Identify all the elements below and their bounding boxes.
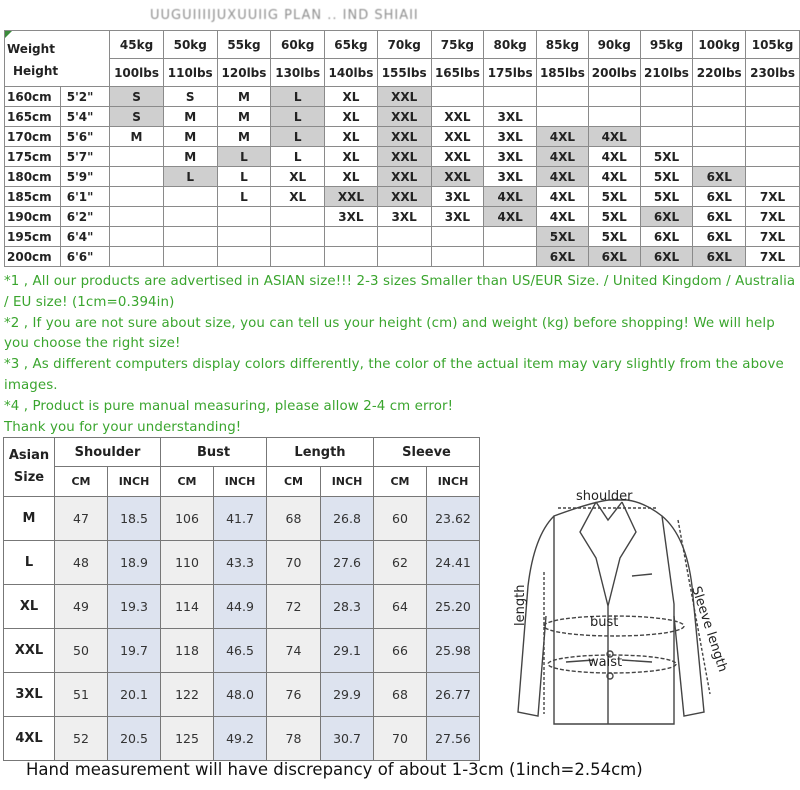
meas-cm-cell: 78 <box>267 717 321 761</box>
size-cell: XL <box>325 127 378 147</box>
size-cell <box>588 107 640 127</box>
weight-kg-header: 55kg <box>217 31 271 59</box>
size-cell <box>693 147 746 167</box>
size-cell: 3XL <box>325 207 378 227</box>
unit-cm-header: CM <box>161 467 214 497</box>
size-cell: 6XL <box>693 227 746 247</box>
size-cell <box>325 247 378 267</box>
size-chart-table <box>4 30 800 267</box>
measure-group-header: Length <box>267 438 374 467</box>
size-cell: XXL <box>431 167 484 187</box>
note-2: *2 , If you are not sure about size, you can tell us your height (cm) and weight (kg) before shopping! We will help you choose the right size! <box>4 315 775 352</box>
size-cell: 5XL <box>588 227 640 247</box>
size-cell: 5XL <box>640 147 693 167</box>
corner-triangle-icon <box>5 31 12 38</box>
jacket-diagram-svg <box>492 476 746 756</box>
shoulder-label: shoulder <box>576 489 633 504</box>
meas-cm-cell: 49 <box>55 585 108 629</box>
size-cell: S <box>163 87 217 107</box>
note-1: *1 , All our products are advertised in ASIAN size!!! 2-3 sizes Smaller than US/EUR Size. / United Kingdom / Australia / EU size! (1cm=0.394in) <box>4 274 796 310</box>
size-cell: L <box>163 167 217 187</box>
jacket-measure-diagram <box>492 476 746 756</box>
size-cell: 3XL <box>377 207 431 227</box>
meas-cm-cell: 51 <box>55 673 108 717</box>
weight-lbs-header: 175lbs <box>484 59 537 87</box>
size-cell: 6XL <box>640 227 693 247</box>
meas-cm-cell: 68 <box>374 673 427 717</box>
size-cell <box>431 247 484 267</box>
height-cm-cell: 190cm <box>5 207 61 227</box>
size-cell: L <box>271 147 325 167</box>
meas-cm-cell: 50 <box>55 629 108 673</box>
size-cell <box>431 227 484 247</box>
bust-label: bust <box>590 615 619 630</box>
meas-inch-cell: 27.56 <box>427 717 480 761</box>
meas-inch-cell: 25.20 <box>427 585 480 629</box>
weight-kg-header: 95kg <box>640 31 693 59</box>
size-cell: XL <box>325 107 378 127</box>
meas-size-cell: XL <box>4 585 55 629</box>
size-cell <box>693 107 746 127</box>
size-cell: 6XL <box>693 187 746 207</box>
height-inch-cell: 6'4" <box>60 227 109 247</box>
size-cell: 4XL <box>537 207 589 227</box>
size-cell: 6XL <box>588 247 640 267</box>
weight-kg-header: 45kg <box>110 31 164 59</box>
size-cell: M <box>163 107 217 127</box>
weight-lbs-header: 220lbs <box>693 59 746 87</box>
measure-group-header: Bust <box>161 438 267 467</box>
size-cell: 4XL <box>588 167 640 187</box>
meas-row <box>4 541 480 585</box>
size-cell: 7XL <box>746 247 800 267</box>
weight-kg-header: 70kg <box>377 31 431 59</box>
weight-lbs-header: 140lbs <box>325 59 378 87</box>
meas-cm-cell: 106 <box>161 497 214 541</box>
size-cell: 4XL <box>537 167 589 187</box>
right-pocket <box>622 660 652 662</box>
meas-inch-cell: 41.7 <box>214 497 267 541</box>
length-label: length <box>513 584 528 626</box>
size-cell: L <box>217 147 271 167</box>
weight-lbs-header: 200lbs <box>588 59 640 87</box>
chart-row <box>5 87 800 107</box>
measure-group-header: Sleeve <box>374 438 480 467</box>
unit-cm-header: CM <box>267 467 321 497</box>
size-cell <box>110 187 164 207</box>
asian-size-header: Asian Size <box>4 438 55 497</box>
meas-size-cell: M <box>4 497 55 541</box>
chart-row <box>5 147 800 167</box>
meas-inch-cell: 20.5 <box>108 717 161 761</box>
weight-kg-header: 105kg <box>746 31 800 59</box>
height-inch-cell: 5'2" <box>60 87 109 107</box>
size-cell: 3XL <box>431 187 484 207</box>
height-inch-cell: 6'6" <box>60 247 109 267</box>
size-cell <box>271 207 325 227</box>
size-cell: M <box>110 127 164 147</box>
size-cell <box>271 227 325 247</box>
jacket-body-outline <box>554 500 674 724</box>
weight-lbs-header: 110lbs <box>163 59 217 87</box>
meas-cm-cell: 114 <box>161 585 214 629</box>
meas-cm-cell: 72 <box>267 585 321 629</box>
size-cell: 6XL <box>693 207 746 227</box>
meas-inch-cell: 27.6 <box>321 541 374 585</box>
unit-inch-header: INCH <box>108 467 161 497</box>
size-cell: S <box>110 87 164 107</box>
size-cell: XXL <box>431 127 484 147</box>
size-cell: S <box>110 107 164 127</box>
meas-cm-cell: 60 <box>374 497 427 541</box>
height-cm-cell: 180cm <box>5 167 61 187</box>
weight-kg-header: 90kg <box>588 31 640 59</box>
size-cell <box>163 227 217 247</box>
size-cell <box>484 87 537 107</box>
height-cm-cell: 185cm <box>5 187 61 207</box>
meas-header-row <box>4 438 480 467</box>
weight-kg-header: 60kg <box>271 31 325 59</box>
meas-inch-cell: 28.3 <box>321 585 374 629</box>
footer-note: Hand measurement will have discrepancy of about 1-3cm (1inch=2.54cm) <box>26 760 643 779</box>
size-cell <box>640 107 693 127</box>
size-cell <box>431 87 484 107</box>
meas-cm-cell: 66 <box>374 629 427 673</box>
size-cell <box>163 187 217 207</box>
size-cell: 6XL <box>693 167 746 187</box>
size-cell: 5XL <box>537 227 589 247</box>
weight-lbs-header: 165lbs <box>431 59 484 87</box>
meas-inch-cell: 29.1 <box>321 629 374 673</box>
size-cell <box>746 107 800 127</box>
meas-inch-cell: 24.41 <box>427 541 480 585</box>
weight-kg-header: 80kg <box>484 31 537 59</box>
meas-row <box>4 717 480 761</box>
size-cell: M <box>163 127 217 147</box>
note-3: *3 , As different computers display colors differently, the color of the actual item may vary slightly from the above images. <box>4 357 784 393</box>
meas-size-cell: 4XL <box>4 717 55 761</box>
meas-unit-row <box>4 467 480 497</box>
size-cell <box>110 227 164 247</box>
corner-height-label: Height <box>13 63 59 78</box>
size-cell: XL <box>325 167 378 187</box>
size-cell: 3XL <box>431 207 484 227</box>
size-cell: XL <box>325 87 378 107</box>
size-cell: 6XL <box>693 247 746 267</box>
weight-lbs-header: 230lbs <box>746 59 800 87</box>
size-cell <box>110 147 164 167</box>
meas-inch-cell: 48.0 <box>214 673 267 717</box>
size-cell <box>110 247 164 267</box>
size-cell: M <box>217 87 271 107</box>
size-cell <box>325 227 378 247</box>
height-inch-cell: 5'9" <box>60 167 109 187</box>
size-cell <box>537 107 589 127</box>
size-cell: XXL <box>377 127 431 147</box>
meas-inch-cell: 49.2 <box>214 717 267 761</box>
size-cell: 3XL <box>484 107 537 127</box>
height-inch-cell: 6'2" <box>60 207 109 227</box>
meas-size-cell: XXL <box>4 629 55 673</box>
size-cell <box>217 207 271 227</box>
measure-group-header: Shoulder <box>55 438 161 467</box>
meas-cm-cell: 122 <box>161 673 214 717</box>
weight-lbs-header: 210lbs <box>640 59 693 87</box>
chart-row <box>5 167 800 187</box>
meas-inch-cell: 43.3 <box>214 541 267 585</box>
size-cell: 5XL <box>588 207 640 227</box>
meas-cm-cell: 70 <box>374 717 427 761</box>
meas-size-cell: L <box>4 541 55 585</box>
meas-row <box>4 585 480 629</box>
size-cell: 4XL <box>537 147 589 167</box>
size-cell: XL <box>325 147 378 167</box>
chart-row <box>5 127 800 147</box>
size-cell: M <box>217 107 271 127</box>
meas-cm-cell: 110 <box>161 541 214 585</box>
size-cell: XL <box>271 167 325 187</box>
chart-row <box>5 247 800 267</box>
size-cell <box>537 87 589 107</box>
weight-kg-header: 50kg <box>163 31 217 59</box>
size-cell <box>640 127 693 147</box>
meas-inch-cell: 26.77 <box>427 673 480 717</box>
meas-row <box>4 497 480 541</box>
measurement-table <box>3 437 480 761</box>
size-cell <box>746 167 800 187</box>
chart-row <box>5 107 800 127</box>
size-cell <box>640 87 693 107</box>
size-cell: XXL <box>377 147 431 167</box>
meas-cm-cell: 125 <box>161 717 214 761</box>
size-cell <box>163 207 217 227</box>
weight-lbs-header: 155lbs <box>377 59 431 87</box>
unit-inch-header: INCH <box>321 467 374 497</box>
chart-row <box>5 207 800 227</box>
size-cell: 4XL <box>588 147 640 167</box>
size-cell: 5XL <box>640 167 693 187</box>
size-cell: L <box>217 167 271 187</box>
meas-inch-cell: 19.3 <box>108 585 161 629</box>
size-cell <box>746 127 800 147</box>
meas-inch-cell: 30.7 <box>321 717 374 761</box>
notes-block <box>4 272 796 438</box>
size-cell: XXL <box>377 107 431 127</box>
size-cell: 4XL <box>484 187 537 207</box>
size-cell: 5XL <box>588 187 640 207</box>
size-cell: L <box>271 87 325 107</box>
size-cell: 4XL <box>484 207 537 227</box>
size-cell: XXL <box>431 107 484 127</box>
size-cell <box>217 247 271 267</box>
size-cell: 3XL <box>484 147 537 167</box>
waist-label: waist <box>588 655 623 670</box>
meas-inch-cell: 44.9 <box>214 585 267 629</box>
note-4: *4 , Product is pure manual measuring, please allow 2-4 cm error! <box>4 398 454 414</box>
meas-size-cell: 3XL <box>4 673 55 717</box>
size-cell: XXL <box>377 167 431 187</box>
size-cell: L <box>217 187 271 207</box>
size-cell <box>746 147 800 167</box>
meas-inch-cell: 19.7 <box>108 629 161 673</box>
collar-outline <box>596 502 622 520</box>
height-inch-cell: 5'6" <box>60 127 109 147</box>
meas-row <box>4 673 480 717</box>
size-cell: XXL <box>377 187 431 207</box>
size-cell <box>377 247 431 267</box>
size-cell <box>163 247 217 267</box>
height-cm-cell: 195cm <box>5 227 61 247</box>
height-inch-cell: 5'4" <box>60 107 109 127</box>
unit-inch-header: INCH <box>214 467 267 497</box>
meas-cm-cell: 118 <box>161 629 214 673</box>
size-cell: 6XL <box>537 247 589 267</box>
size-cell: XXL <box>377 87 431 107</box>
size-cell: M <box>217 127 271 147</box>
height-inch-cell: 6'1" <box>60 187 109 207</box>
meas-cm-cell: 52 <box>55 717 108 761</box>
weight-kg-header: 75kg <box>431 31 484 59</box>
size-cell: 3XL <box>484 127 537 147</box>
meas-inch-cell: 25.98 <box>427 629 480 673</box>
top-caption: UUGUIIIIJUXUUIIG PLAN .. IND SHIAII <box>150 8 419 23</box>
size-cell: 4XL <box>588 127 640 147</box>
chart-row <box>5 187 800 207</box>
weight-lbs-header: 100lbs <box>110 59 164 87</box>
size-cell <box>484 247 537 267</box>
meas-inch-cell: 18.5 <box>108 497 161 541</box>
size-cell <box>377 227 431 247</box>
unit-cm-header: CM <box>374 467 427 497</box>
meas-cm-cell: 74 <box>267 629 321 673</box>
weight-lbs-header: 185lbs <box>537 59 589 87</box>
meas-inch-cell: 20.1 <box>108 673 161 717</box>
corner-weight-label: Weight <box>7 41 55 56</box>
sleeve-length-label: Sleeve length <box>688 584 731 674</box>
chart-header-lbs-row <box>5 59 800 87</box>
weight-kg-header: 100kg <box>693 31 746 59</box>
height-cm-cell: 175cm <box>5 147 61 167</box>
size-cell <box>217 227 271 247</box>
size-cell <box>746 87 800 107</box>
meas-cm-cell: 64 <box>374 585 427 629</box>
meas-cm-cell: 48 <box>55 541 108 585</box>
meas-inch-cell: 46.5 <box>214 629 267 673</box>
unit-cm-header: CM <box>55 467 108 497</box>
size-cell: XXL <box>325 187 378 207</box>
height-cm-cell: 165cm <box>5 107 61 127</box>
lapel-outline <box>580 502 636 606</box>
size-cell: 7XL <box>746 207 800 227</box>
size-cell: 3XL <box>484 167 537 187</box>
size-cell: XXL <box>431 147 484 167</box>
size-cell: 4XL <box>537 127 589 147</box>
size-cell: 7XL <box>746 187 800 207</box>
size-cell <box>271 247 325 267</box>
weight-kg-header: 65kg <box>325 31 378 59</box>
size-cell: 7XL <box>746 227 800 247</box>
meas-cm-cell: 68 <box>267 497 321 541</box>
size-cell <box>693 87 746 107</box>
weight-lbs-header: 130lbs <box>271 59 325 87</box>
unit-inch-header: INCH <box>427 467 480 497</box>
meas-cm-cell: 62 <box>374 541 427 585</box>
chart-corner <box>5 31 110 87</box>
size-cell: L <box>271 127 325 147</box>
size-cell: 6XL <box>640 247 693 267</box>
chest-pocket <box>632 574 652 576</box>
meas-inch-cell: 29.9 <box>321 673 374 717</box>
meas-cm-cell: 70 <box>267 541 321 585</box>
meas-inch-cell: 18.9 <box>108 541 161 585</box>
size-cell: L <box>271 107 325 127</box>
height-cm-cell: 170cm <box>5 127 61 147</box>
meas-row <box>4 629 480 673</box>
size-cell <box>110 207 164 227</box>
height-inch-cell: 5'7" <box>60 147 109 167</box>
meas-cm-cell: 47 <box>55 497 108 541</box>
size-cell <box>110 167 164 187</box>
height-cm-cell: 160cm <box>5 87 61 107</box>
chart-header-kg-row <box>5 31 800 59</box>
size-cell <box>588 87 640 107</box>
chart-row <box>5 227 800 247</box>
size-cell <box>484 227 537 247</box>
weight-lbs-header: 120lbs <box>217 59 271 87</box>
meas-cm-cell: 76 <box>267 673 321 717</box>
size-cell: 6XL <box>640 207 693 227</box>
size-cell: 4XL <box>537 187 589 207</box>
weight-kg-header: 85kg <box>537 31 589 59</box>
size-cell: 5XL <box>640 187 693 207</box>
size-cell: M <box>163 147 217 167</box>
height-cm-cell: 200cm <box>5 247 61 267</box>
note-thanks: Thank you for your understanding! <box>4 419 242 435</box>
meas-inch-cell: 26.8 <box>321 497 374 541</box>
size-cell: XL <box>271 187 325 207</box>
meas-inch-cell: 23.62 <box>427 497 480 541</box>
size-cell <box>693 127 746 147</box>
